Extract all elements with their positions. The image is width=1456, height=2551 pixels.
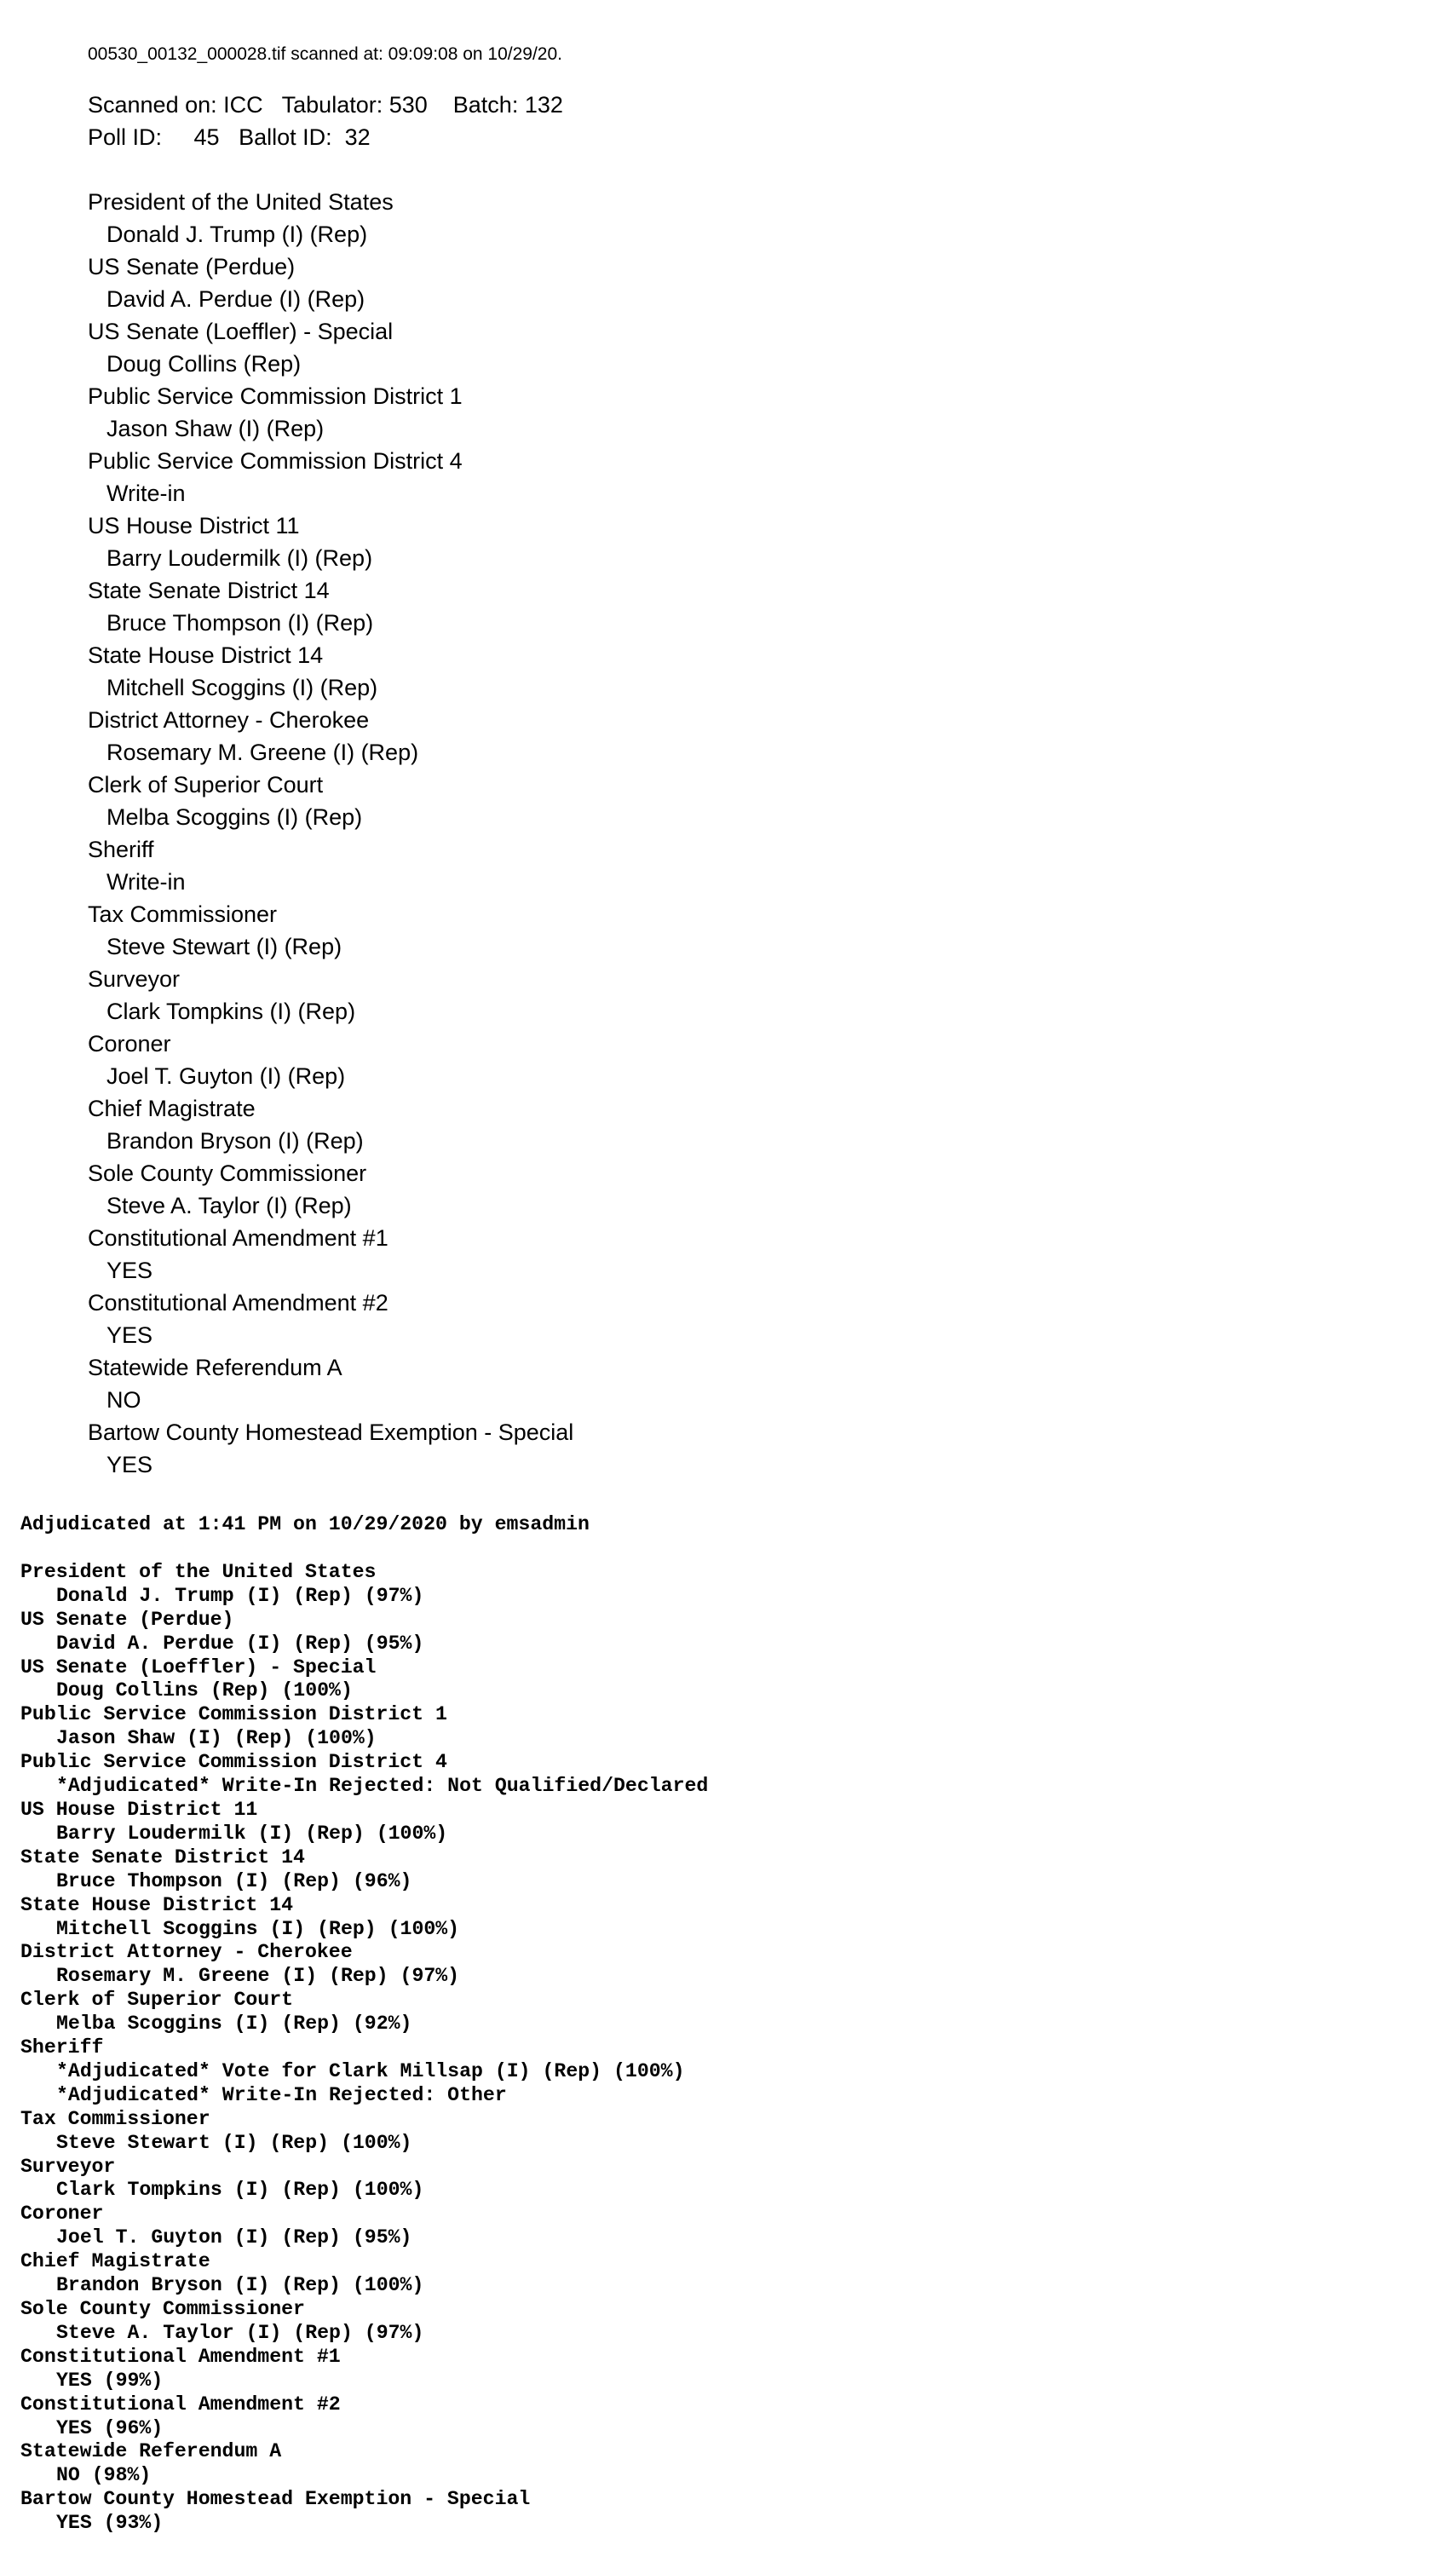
adjudication-contest-choice: Joel T. Guyton (I) (Rep) (95%) bbox=[56, 2226, 412, 2249]
adjudication-selections bbox=[20, 1561, 708, 2536]
adjudication-contest-title: Tax Commissioner bbox=[20, 2107, 210, 2130]
adjudication-contest-title: State House District 14 bbox=[20, 1893, 294, 1916]
adjudication-contest-choice: *Adjudicated* Write-In Rejected: Other bbox=[56, 2083, 507, 2106]
adjudication-contest-title: Surveyor bbox=[20, 2155, 116, 2178]
ballot-contest-choice: Doug Collins (Rep) bbox=[106, 351, 302, 377]
scan-metadata bbox=[88, 89, 573, 153]
ballot-contest-title: Surveyor bbox=[88, 966, 181, 992]
ballot-contest-title: State House District 14 bbox=[88, 642, 324, 668]
ballot-contest-choice: Brandon Bryson (I) (Rep) bbox=[106, 1128, 364, 1154]
adjudication-contest-choice: Jason Shaw (I) (Rep) (100%) bbox=[56, 1727, 377, 1750]
adjudication-contest-choice: YES (93%) bbox=[56, 2512, 164, 2535]
ballot-contest-title: State Senate District 14 bbox=[88, 578, 330, 603]
adjudication-contest-title: Bartow County Homestead Exemption - Special bbox=[20, 2488, 531, 2511]
adjudication-contest-choice: *Adjudicated* Vote for Clark Millsap (I) (Rep) (100%) bbox=[56, 2059, 685, 2082]
scan-header-block bbox=[88, 43, 573, 1481]
ballot-contest-title: US House District 11 bbox=[88, 513, 300, 538]
adjudication-contest-choice: Bruce Thompson (I) (Rep) (96%) bbox=[56, 1869, 412, 1892]
adjudication-contest-title: President of the United States bbox=[20, 1560, 377, 1583]
ballot-contest-title: Public Service Commission District 1 bbox=[88, 383, 463, 409]
ballot-contest-title: US Senate (Perdue) bbox=[88, 254, 296, 279]
ballot-contest-title: Clerk of Superior Court bbox=[88, 772, 324, 798]
ballot-contest-choice: Mitchell Scoggins (I) (Rep) bbox=[106, 675, 378, 700]
ballot-contest-choice: David A. Perdue (I) (Rep) bbox=[106, 286, 365, 312]
ballot-contest-title: Chief Magistrate bbox=[88, 1096, 256, 1121]
ballot-contest-choice: Bruce Thompson (I) (Rep) bbox=[106, 610, 374, 636]
ballot-contest-choice: Steve A. Taylor (I) (Rep) bbox=[106, 1193, 352, 1218]
adjudication-contest-title: Clerk of Superior Court bbox=[20, 1989, 294, 2012]
ballot-contest-choice: Steve Stewart (I) (Rep) bbox=[106, 934, 342, 959]
ballot-contest-title: Sheriff bbox=[88, 837, 154, 862]
ballot-contest-choice: Rosemary M. Greene (I) (Rep) bbox=[106, 740, 419, 765]
adjudication-contest-title: Coroner bbox=[20, 2203, 104, 2226]
ballot-contest-choice: Clark Tompkins (I) (Rep) bbox=[106, 999, 356, 1024]
ballot-contest-choice: Barry Loudermilk (I) (Rep) bbox=[106, 545, 373, 571]
adjudication-contest-title: Public Service Commission District 1 bbox=[20, 1703, 447, 1726]
ballot-contest-title: Coroner bbox=[88, 1031, 171, 1057]
adjudication-contest-choice: Steve A. Taylor (I) (Rep) (97%) bbox=[56, 2321, 424, 2344]
adjudication-contest-title: US Senate (Loeffler) - Special bbox=[20, 1656, 377, 1679]
adjudication-contest-title: Constitutional Amendment #2 bbox=[20, 2393, 341, 2416]
adjudication-contest-title: Sole County Commissioner bbox=[20, 2298, 305, 2320]
ballot-contest-title: US Senate (Loeffler) - Special bbox=[88, 319, 394, 344]
adjudication-header: Adjudicated at 1:41 PM on 10/29/2020 by emsadmin bbox=[20, 1513, 590, 1535]
ballot-contest-choice: Joel T. Guyton (I) (Rep) bbox=[106, 1063, 346, 1089]
adjudication-contest-title: District Attorney - Cherokee bbox=[20, 1941, 353, 1964]
adjudication-contest-title: Constitutional Amendment #1 bbox=[20, 2345, 341, 2368]
ballot-contest-title: Public Service Commission District 4 bbox=[88, 448, 463, 474]
poll-ballot-line: Poll ID: 45 Ballot ID: 32 bbox=[88, 124, 371, 150]
adjudication-contest-choice: Melba Scoggins (I) (Rep) (92%) bbox=[56, 2013, 412, 2036]
adjudication-contest-title: Public Service Commission District 4 bbox=[20, 1751, 447, 1774]
adjudication-contest-choice: Steve Stewart (I) (Rep) (100%) bbox=[56, 2131, 412, 2154]
adjudication-contest-title: US House District 11 bbox=[20, 1798, 258, 1821]
adjudication-contest-choice: Brandon Bryson (I) (Rep) (100%) bbox=[56, 2274, 424, 2297]
ballot-contest-title: Constitutional Amendment #2 bbox=[88, 1290, 388, 1316]
adjudication-contest-choice: Donald J. Trump (I) (Rep) (97%) bbox=[56, 1584, 424, 1607]
adjudication-contest-choice: *Adjudicated* Write-In Rejected: Not Qualified/Declared bbox=[56, 1775, 709, 1798]
ballot-contest-title: President of the United States bbox=[88, 189, 394, 215]
ballot-contest-title: Statewide Referendum A bbox=[88, 1355, 342, 1380]
ballot-contest-choice: Write-in bbox=[106, 481, 186, 506]
tabulator-batch-line: Scanned on: ICC Tabulator: 530 Batch: 132 bbox=[88, 92, 563, 118]
ballot-contest-title: Bartow County Homestead Exemption - Special bbox=[88, 1419, 574, 1445]
ballot-contest-choice: Donald J. Trump (I) (Rep) bbox=[106, 222, 368, 247]
adjudication-contest-choice: NO (98%) bbox=[56, 2464, 152, 2487]
ballot-contest-choice: Write-in bbox=[106, 869, 186, 895]
ballot-contest-choice: YES bbox=[106, 1258, 153, 1283]
ballot-contest-title: Constitutional Amendment #1 bbox=[88, 1225, 388, 1251]
adjudication-contest-title: Statewide Referendum A bbox=[20, 2440, 282, 2463]
adjudication-contest-choice: YES (96%) bbox=[56, 2416, 164, 2439]
ballot-contest-choice: Jason Shaw (I) (Rep) bbox=[106, 416, 325, 441]
adjudication-block bbox=[20, 1513, 708, 2536]
adjudication-contest-title: US Senate (Perdue) bbox=[20, 1608, 234, 1631]
ballot-contest-choice: YES bbox=[106, 1322, 153, 1348]
ballot-selections bbox=[88, 186, 573, 1481]
ballot-contest-choice: Melba Scoggins (I) (Rep) bbox=[106, 804, 363, 830]
adjudication-contest-title: State Senate District 14 bbox=[20, 1846, 305, 1869]
ballot-contest-choice: YES bbox=[106, 1452, 153, 1477]
adjudication-contest-choice: David A. Perdue (I) (Rep) (95%) bbox=[56, 1632, 424, 1655]
adjudication-contest-choice: Doug Collins (Rep) (100%) bbox=[56, 1679, 353, 1702]
adjudication-contest-title: Chief Magistrate bbox=[20, 2250, 210, 2273]
adjudication-contest-choice: Mitchell Scoggins (I) (Rep) (100%) bbox=[56, 1917, 460, 1940]
ballot-contest-title: Tax Commissioner bbox=[88, 901, 278, 927]
adjudication-contest-choice: YES (99%) bbox=[56, 2369, 164, 2392]
ballot-contest-title: Sole County Commissioner bbox=[88, 1160, 367, 1186]
ballot-contest-title: District Attorney - Cherokee bbox=[88, 707, 370, 733]
adjudication-contest-choice: Barry Loudermilk (I) (Rep) (100%) bbox=[56, 1822, 448, 1845]
adjudication-contest-title: Sheriff bbox=[20, 2036, 104, 2059]
scan-filename-line: 00530_00132_000028.tif scanned at: 09:09:08 on 10/29/20. bbox=[88, 44, 562, 64]
ballot-contest-choice: NO bbox=[106, 1387, 141, 1413]
adjudication-contest-choice: Clark Tompkins (I) (Rep) (100%) bbox=[56, 2179, 424, 2202]
adjudication-contest-choice: Rosemary M. Greene (I) (Rep) (97%) bbox=[56, 1965, 460, 1988]
